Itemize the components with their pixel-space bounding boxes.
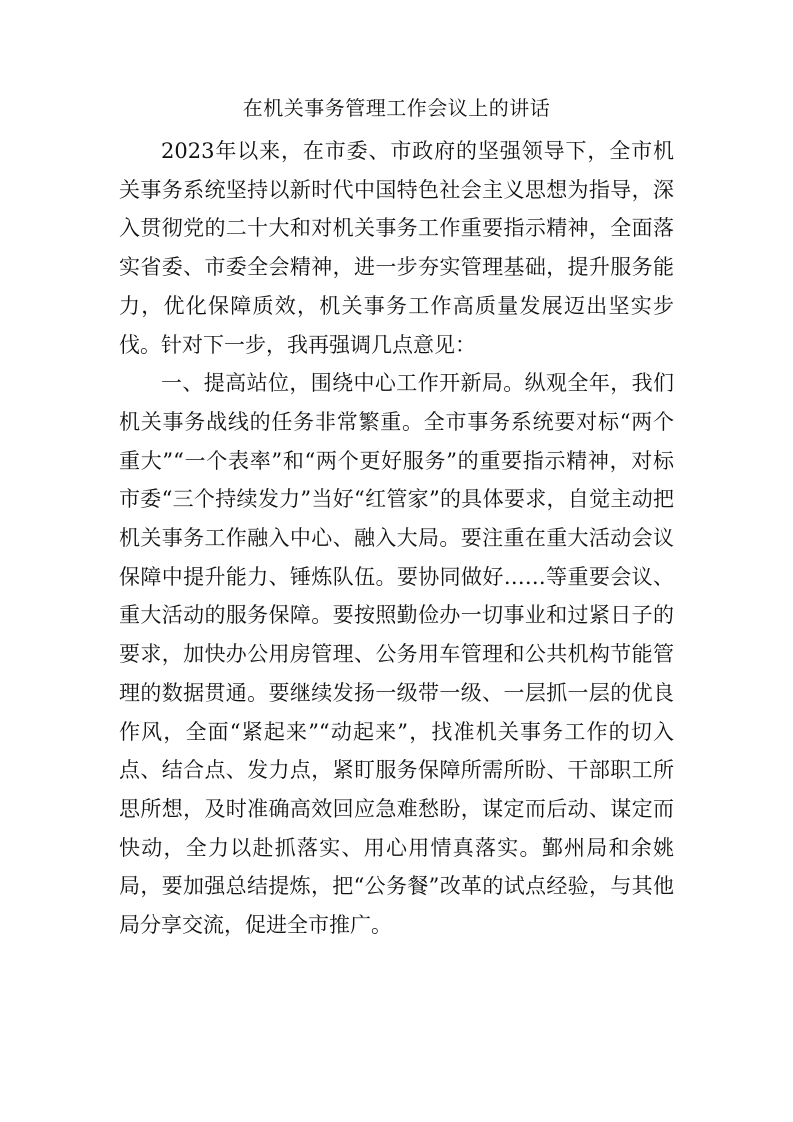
paragraph-section-one: 一、提高站位，围绕中心工作开新局。纵观全年，我们机关事务战线的任务非常繁重。全市事务系统要对标“两个重大”“一个表率”和“两个更好服务”的重要指示精神，对标市委“三个持续发力”当好“红管家”的具体要求，自觉主动把机关事务工作融入中心、融入大局。要注重在重大活动会议保障中提升能力、锤炼队伍。要协同做好……等重要会议、重大活动的服务保障。要按照勤俭办一切事业和过紧日子的要求，加快办公用房管理、公务用车管理和公共机构节能管理的数据贯通。要继续发扬一级带一级、一层抓一层的优良作风，全面“紧起来”“动起来”，找准机关事务工作的切入点、结合点、发力点，紧盯服务保障所需所盼、干部职工所思所想，及时准确高效回应急难愁盼，谋定而后动、谋定而快动，全力以赴抓落实、用心用情真落实。鄞州局和余姚局，要加强总结提炼，把“公务餐”改革的试点经验，与其他局分享交流，促进全市推广。 bbox=[119, 371, 674, 938]
document-body bbox=[119, 132, 674, 945]
document-title: 在机关事务管理工作会议上的讲话 bbox=[242, 96, 551, 120]
paragraph-intro: 2023年以来，在市委、市政府的坚强领导下，全市机关事务系统坚持以新时代中国特色社会主义思想为指导，深入贯彻党的二十大和对机关事务工作重要指示精神，全面落实省委、市委全会精神，进一步夯实管理基础，提升服务能力，优化保障质效，机关事务工作高质量发展迈出坚实步伐。针对下一步，我再强调几点意见： bbox=[119, 139, 674, 357]
